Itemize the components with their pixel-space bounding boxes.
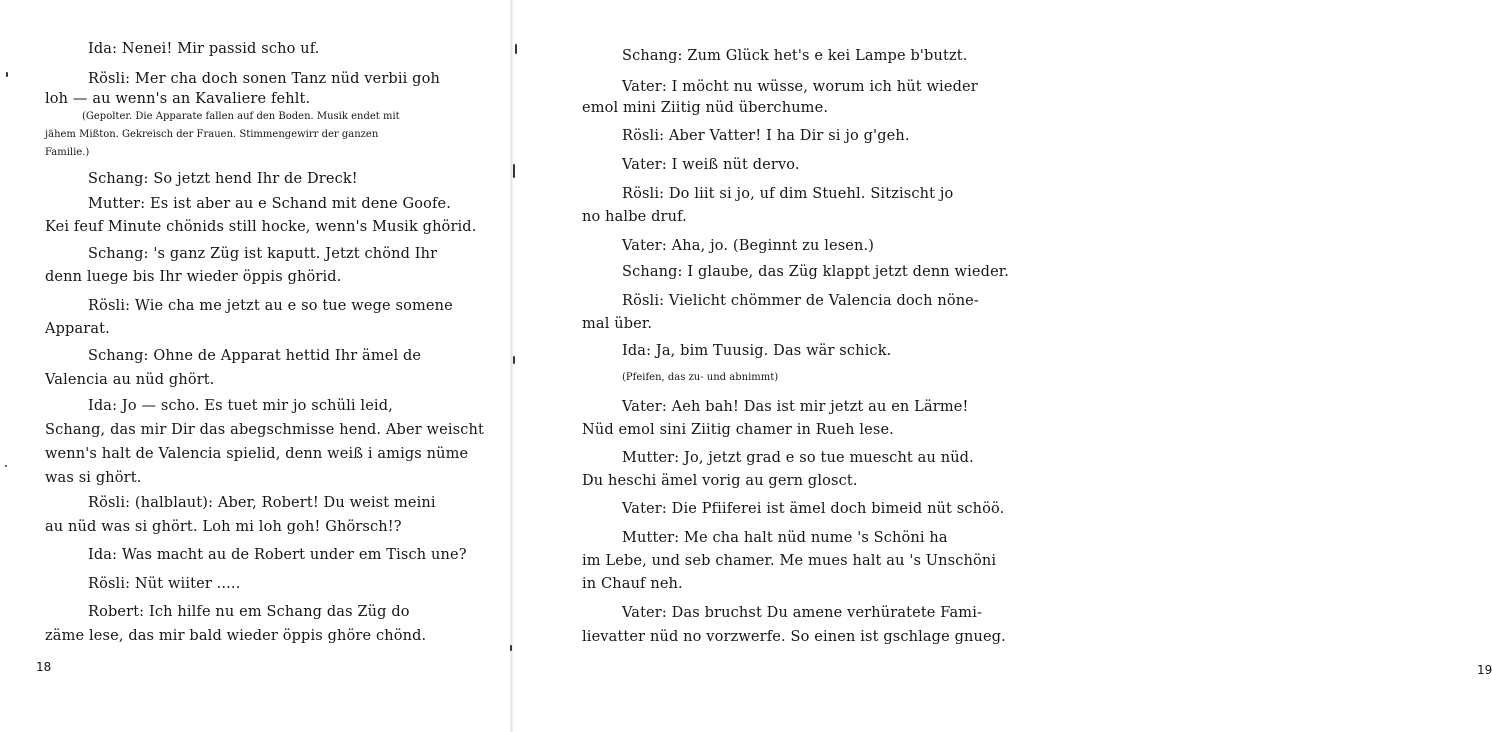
text-line: Rösli: (halblaut): Aber, Robert! Du weist meini — [88, 495, 436, 511]
text-line: mal über. — [582, 316, 653, 332]
scan-speck — [513, 356, 515, 364]
text-line: Vater: Die Pfiiferei ist ämel doch bimeid nüt schöö. — [622, 501, 1005, 517]
text-line: Valencia au nüd ghört. — [45, 372, 215, 388]
scan-speck — [513, 164, 515, 178]
text-line: Schang: 's ganz Züg ist kaputt. Jetzt chönd Ihr — [88, 246, 438, 262]
text-line: Rösli: Mer cha doch sonen Tanz nüd verbii goh — [88, 71, 440, 87]
page-number-left: 18 — [36, 660, 52, 674]
text-line: Mutter: Es ist aber au e Schand mit dene Goofe. — [88, 196, 451, 212]
text-line: Vater: Aeh bah! Das ist mir jetzt au en Lärme! — [622, 399, 969, 415]
stage-direction-line: Familie.) — [45, 147, 90, 158]
text-line: Vater: I weiß nüt dervo. — [622, 157, 800, 173]
text-line: Rösli: Nüt wiiter ..... — [88, 576, 241, 592]
text-line: Apparat. — [45, 321, 110, 337]
stage-direction-line: jähem Mißton. Gekreisch der Frauen. Stimmengewirr der ganzen — [45, 129, 379, 140]
text-line: Kei feuf Minute chönids still hocke, wenn's Musik ghörid. — [45, 219, 477, 235]
text-line: in Chauf neh. — [582, 576, 683, 592]
page-number-right: 19 — [1477, 663, 1492, 677]
text-line: emol mini Ziitig nüd überchume. — [582, 100, 829, 116]
text-line: was si ghört. — [45, 470, 142, 486]
text-line: Ida: Ja, bim Tuusig. Das wär schick. — [622, 343, 892, 359]
scan-speck — [5, 465, 7, 467]
text-line: Mutter: Me cha halt nüd nume 's Schöni ha — [622, 530, 948, 546]
text-line: Rösli: Wie cha me jetzt au e so tue wege somene — [88, 298, 453, 314]
left-page-text — [0, 0, 512, 732]
text-line: Ida: Jo — scho. Es tuet mir jo schüli leid, — [88, 398, 393, 414]
text-line: Mutter: Jo, jetzt grad e so tue muescht au nüd. — [622, 450, 974, 466]
left-page — [0, 0, 512, 732]
text-line: no halbe druf. — [582, 209, 687, 225]
text-line: wenn's halt de Valencia spielid, denn weiß i amigs nüme — [45, 446, 469, 462]
text-line: Rösli: Aber Vatter! I ha Dir si jo g'geh. — [622, 128, 910, 144]
text-line: Du heschi ämel vorig au gern glosct. — [582, 473, 858, 489]
text-line: loh — au wenn's an Kavaliere fehlt. — [45, 91, 311, 107]
text-line: Ida: Was macht au de Robert under em Tisch une? — [88, 547, 467, 563]
text-line: Schang: Ohne de Apparat hettid Ihr ämel de — [88, 348, 422, 364]
text-line: Rösli: Do liit si jo, uf dim Stuehl. Sitzischt jo — [622, 186, 954, 202]
text-line: denn luege bis Ihr wieder öppis ghörid. — [45, 269, 342, 285]
text-line: au nüd was si ghört. Loh mi loh goh! Ghörsch!? — [45, 519, 402, 535]
text-line: Vater: Das bruchst Du amene verhüratete Fami- — [622, 605, 983, 621]
scan-speck — [6, 72, 8, 77]
text-line: Ida: Nenei! Mir passid scho uf. — [88, 41, 320, 57]
scan-speck — [515, 44, 517, 54]
text-line: Schang: So jetzt hend Ihr de Dreck! — [88, 171, 358, 187]
text-line: zäme lese, das mir bald wieder öppis ghöre chönd. — [45, 628, 427, 644]
text-line: Robert: Ich hilfe nu em Schang das Züg do — [88, 604, 410, 620]
text-line: Nüd emol sini Ziitig chamer in Rueh lese. — [582, 422, 894, 438]
scan-speck — [510, 645, 512, 651]
text-line: Vater: Aha, jo. (Beginnt zu lesen.) — [622, 238, 875, 254]
text-line: Schang, das mir Dir das abegschmisse hend. Aber weischt — [45, 422, 484, 438]
text-line: Schang: I glaube, das Züg klappt jetzt denn wieder. — [622, 264, 1010, 280]
text-line: im Lebe, und seb chamer. Me mues halt au 's Unschöni — [582, 553, 997, 569]
right-page-text — [512, 0, 1024, 732]
stage-direction-line: (Pfeifen, das zu- und abnimmt) — [622, 372, 779, 383]
stage-direction-line: (Gepolter. Die Apparate fallen auf den Boden. Musik endet mit — [82, 111, 400, 122]
text-line: lievatter nüd no vorzwerfe. So einen ist gschlage gnueg. — [582, 629, 1006, 645]
text-line: Vater: I möcht nu wüsse, worum ich hüt wieder — [622, 79, 978, 95]
text-line: Rösli: Vielicht chömmer de Valencia doch nöne- — [622, 293, 979, 309]
text-line: Schang: Zum Glück het's e kei Lampe b'butzt. — [622, 48, 968, 64]
right-page — [512, 0, 1492, 732]
